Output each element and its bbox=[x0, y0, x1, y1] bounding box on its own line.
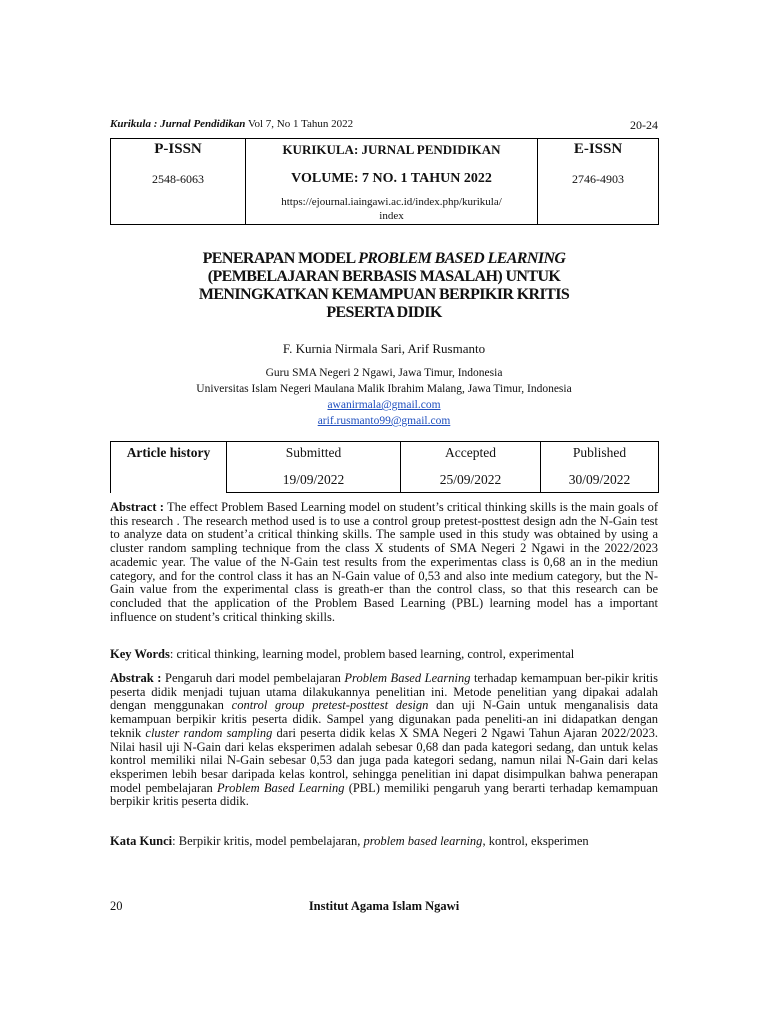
submitted-header: Submitted bbox=[227, 442, 401, 469]
email-link-1[interactable]: awanirmala@gmail.com bbox=[327, 399, 441, 411]
pissn-cell bbox=[111, 139, 246, 225]
abstract-label: Abstract : bbox=[110, 500, 164, 514]
affiliation-1: Guru SMA Negeri 2 Ngawi, Jawa Timur, Indonesia bbox=[265, 367, 503, 379]
journal-name: Kurikula : Jurnal Pendidikan bbox=[110, 118, 246, 130]
kata-kunci-label: Kata Kunci bbox=[110, 834, 173, 848]
authors: F. Kurnia Nirmala Sari, Arif Rusmanto bbox=[282, 341, 486, 356]
email-link-2[interactable]: arif.rusmanto99@gmail.com bbox=[317, 415, 451, 427]
abstrak-label: Abstrak : bbox=[110, 671, 162, 685]
eissn-cell bbox=[538, 139, 659, 225]
journal-url[interactable] bbox=[246, 195, 537, 223]
journal-info-cell bbox=[246, 139, 538, 225]
kata-kunci-italic: problem based learning bbox=[363, 834, 483, 848]
email-1-line bbox=[110, 399, 658, 411]
journal-volume: VOLUME: 7 NO. 1 TAHUN 2022 bbox=[291, 171, 492, 186]
eissn-value: 2746-4903 bbox=[572, 172, 624, 186]
volume-issue: Vol 7, No 1 Tahun 2022 bbox=[245, 118, 354, 130]
published-date: 30/09/2022 bbox=[541, 468, 659, 493]
footer-institution: Institut Agama Islam Ngawi bbox=[308, 899, 460, 913]
title-line-1 bbox=[140, 250, 628, 268]
abstrak-text-3: dan uji N-Gain untuk menganalisis data kemampuan berpikir kritis peserta didik. Sampel yang digunakan pada peneliti-an ini didapatkan dengan teknik bbox=[110, 698, 658, 740]
kata-kunci-text-1: : Berpikir kritis, model pembelajaran, bbox=[172, 834, 364, 848]
keywords-english bbox=[110, 648, 658, 662]
paper-title bbox=[140, 250, 628, 322]
journal-url-line1: https://ejournal.iaingawi.ac.id/index.php/kurikula/ bbox=[281, 196, 502, 208]
title-line-3: MENINGKATKAN KEMAMPUAN BERPIKIR KRITIS bbox=[198, 286, 570, 303]
keywords-text: : critical thinking, learning model, problem based learning, control, experimental bbox=[169, 647, 575, 661]
abstract-indonesian bbox=[110, 672, 658, 809]
abstrak-text-1: Pengaruh dari model pembelajaran bbox=[161, 671, 345, 685]
kata-kunci-text-2: , kontrol, eksperimen bbox=[482, 834, 589, 848]
article-history-table bbox=[110, 441, 659, 493]
abstrak-text-2: terhadap kemampuan ber-pikir kritis peserta didik menjadi tujuan utama dilakukannya penelitian ini. Metode penelitian yang dipakai adalah dengan menggunakan bbox=[110, 671, 658, 713]
abstrak-italic-2: control group pretest-posttest design bbox=[231, 698, 429, 713]
eissn-label: E-ISSN bbox=[573, 141, 623, 157]
history-header-row bbox=[111, 442, 659, 469]
title-prefix: PENERAPAN MODEL bbox=[202, 250, 359, 267]
keywords-label: Key Words bbox=[110, 647, 170, 661]
page-range: 20-24 bbox=[630, 118, 658, 132]
submitted-date: 19/09/2022 bbox=[227, 468, 401, 493]
journal-url-line2: index bbox=[379, 210, 404, 222]
abstrak-italic-4: Problem Based Learning bbox=[217, 780, 345, 795]
journal-title: KURIKULA: JURNAL PENDIDIKAN bbox=[282, 142, 501, 157]
footer-page-number: 20 bbox=[110, 899, 123, 913]
pissn-value: 2548-6063 bbox=[152, 172, 204, 186]
abstract-text: The effect Problem Based Learning model on student’s critical thinking skills is the main goals of this research . The research method used is to use a control group pretest-posttest design adn the N-Gain test to analyze data on student’a critical thinking skills. The sample used in this study was obtained by using a cluster random sampling technique from the class X students of SMA Negeri 2 Ngawi in the 2022/2023 academic year. The value of the N-Gain test results from the experimentas class is 0,68 an in the mediun category, and for the control class it has an N-Gain value of 0,53 and also inte medium category, but the N-Gain value from the experimental class is greath-er than the control class, so that this research can be concluded that the application of the Problem Based Learning (PBL) learning model has a important influence on student’s critical thinking skills. bbox=[110, 500, 658, 624]
abstrak-italic-3: cluster random sampling bbox=[145, 725, 273, 740]
abstract-english bbox=[110, 501, 658, 624]
title-line-4: PESERTA DIDIK bbox=[326, 304, 442, 321]
accepted-date: 25/09/2022 bbox=[401, 468, 541, 493]
email-2-line bbox=[110, 415, 658, 427]
abstrak-text-4: dari peserta didik kelas X SMA Negeri 2 Ngawi Tahun Ajaran 2022/2023. Nilai hasil uji N-Gain dari kelas eksperimen adalah sebesar 0,68 dan pada kategori sedang, dan untuk kelas kontrol memiliki nilai N-Gain sebesar 0,53 dan juga pada kategori sedang, namun nilai N-Gain dari kelas eksperimen lebih besar daripada kelas kontrol, sehingga penelitian ini dapat disimpulkan bahwa penerapan model pembelajaran bbox=[110, 725, 659, 795]
pissn-label: P-ISSN bbox=[154, 141, 202, 157]
title-line-2: (PEMBELAJARAN BERBASIS MASALAH) UNTUK bbox=[207, 268, 561, 285]
published-header: Published bbox=[541, 442, 659, 469]
keywords-indonesian bbox=[110, 835, 658, 849]
journal-header-table bbox=[110, 138, 659, 225]
article-history-label: Article history bbox=[111, 442, 227, 493]
accepted-header: Accepted bbox=[401, 442, 541, 469]
running-head bbox=[110, 118, 658, 134]
abstrak-text-5: (PBL) memiliki pengaruh yang berarti terhadap kemampuan berpikir kritis peserta didik. bbox=[110, 780, 658, 809]
title-italic: PROBLEM BASED LEARNING bbox=[358, 250, 566, 267]
affiliation-2: Universitas Islam Negeri Maulana Malik Ibrahim Malang, Jawa Timur, Indonesia bbox=[196, 383, 572, 395]
abstrak-italic-1: Problem Based Learning bbox=[344, 671, 471, 685]
